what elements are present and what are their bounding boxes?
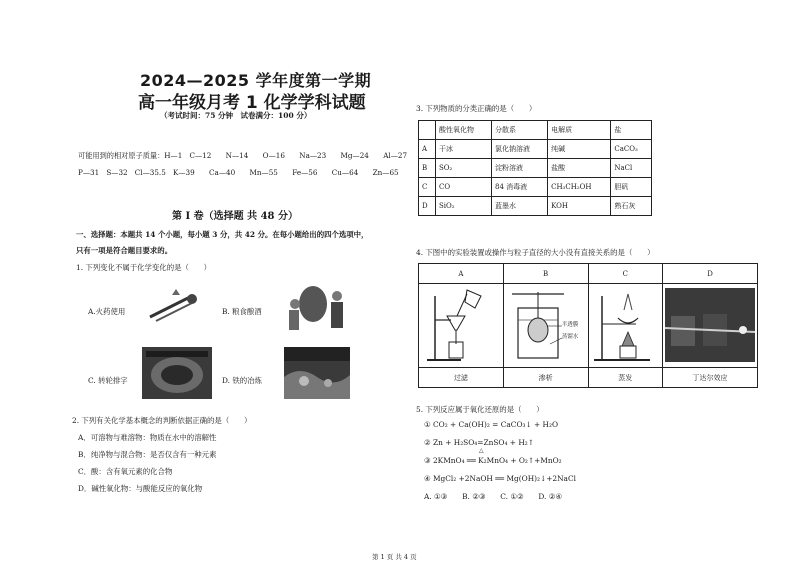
table-header-cell: 盐 — [611, 121, 652, 140]
table-cell: 84 消毒液 — [492, 178, 548, 197]
table-cell: 氯化钠溶液 — [492, 140, 548, 159]
q4-apparatus-table — [418, 263, 758, 388]
exam-note: （考试时间：75 分钟 试卷满分：100 分） — [160, 111, 312, 120]
section-title: 第 I 卷（选择题 共 48 分） — [172, 211, 299, 222]
q5-reaction-1: ① CO₂ + Ca(OH)₂ = CaCO₃↓ + H₂O — [424, 420, 559, 429]
table-cell: KOH — [548, 197, 611, 216]
q3-stem: 3. 下列物质的分类正确的是（ ） — [416, 104, 537, 113]
q1-stem: 1. 下列变化不属于化学变化的是（ ） — [76, 263, 212, 272]
table-row — [419, 197, 652, 216]
q1-image-brewing — [283, 282, 353, 332]
q4-photo-tyndall — [663, 284, 758, 368]
table-cell: NaCl — [611, 159, 652, 178]
table-cell: 淀粉溶液 — [492, 159, 548, 178]
table-row — [419, 178, 652, 197]
q4-caption: 过滤 — [419, 368, 504, 388]
table-cell: B — [419, 159, 436, 178]
q4-letter: B — [503, 264, 588, 284]
table-cell: CaCO₃ — [611, 140, 652, 159]
q4-diagram-evaporation — [588, 284, 663, 368]
q2-option-d: D．碱性氧化物：与酸能反应的氧化物 — [78, 484, 203, 493]
q4-caption: 丁达尔效应 — [663, 368, 758, 388]
q2-option-a: A．可溶物与难溶物：物质在水中的溶解性 — [78, 433, 217, 442]
table-row — [419, 159, 652, 178]
q2-option-c: C．酸：含有氧元素的化合物 — [78, 467, 173, 476]
q5-reaction-2: ② Zn + H₂SO₄=ZnSO₄ + H₂↑ — [424, 438, 534, 447]
q4-diagram-filtration — [419, 284, 504, 368]
table-cell: A — [419, 140, 436, 159]
table-row — [419, 284, 758, 368]
q4-stem: 4. 下图中的实验装置或操作与粒子直径的大小没有直接关系的是（ ） — [416, 248, 655, 257]
table-row — [419, 140, 652, 159]
q5-answer-options: A. ①③ B. ②③ C. ①② D. ②④ — [424, 492, 562, 501]
table-cell: 纯碱 — [548, 140, 611, 159]
exam-title-line2: 高一年级月考 1 化学学科试题 — [138, 93, 366, 113]
table-cell: 蓝墨水 — [492, 197, 548, 216]
label-distilled-water: 蒸馏水 — [561, 334, 579, 340]
q2-stem: 2. 下列有关化学基本概念的判断依据正确的是（ ） — [72, 416, 252, 425]
q1-option-d: D. 铁的冶炼 — [222, 376, 262, 385]
q1-option-b: B. 粮食酿酒 — [222, 307, 262, 316]
table-cell: CH₃CH₂OH — [548, 178, 611, 197]
q5-reaction-4: ④ MgCl₂ +2NaOH ══ Mg(OH)₂↓+2NaCl — [424, 474, 576, 483]
table-header-cell: 分散系 — [492, 121, 548, 140]
q4-caption: 渗析 — [503, 368, 588, 388]
q1-image-iron-smelting — [284, 347, 350, 399]
q5-heat-mark: △ — [479, 447, 484, 454]
q4-caption: 蒸发 — [588, 368, 663, 388]
table-cell: SO₂ — [436, 159, 492, 178]
q5-stem: 5. 下列反应属于氧化还原的是（ ） — [416, 405, 544, 414]
q1-image-gunpowder — [142, 287, 202, 327]
table-row — [419, 368, 758, 388]
table-header-cell: 电解质 — [548, 121, 611, 140]
page-number: 第 1 页 共 4 页 — [372, 553, 417, 561]
table-cell: 干冰 — [436, 140, 492, 159]
q1-option-c: C. 转轮排字 — [88, 376, 128, 385]
label-semipermeable-membrane: 半透膜 — [561, 322, 579, 328]
table-header-cell: 酸性氧化物 — [436, 121, 492, 140]
q2-option-b: B．纯净物与混合物：是否仅含有一种元素 — [78, 450, 217, 459]
table-header-row — [419, 121, 652, 140]
exam-title-line1: 2024—2025 学年度第一学期 — [140, 71, 372, 90]
q5-reaction-3: ③ 2KMnO₄ ══ K₂MnO₄ + O₂↑+MnO₂ — [424, 456, 562, 465]
q1-image-typesetting — [142, 347, 212, 399]
table-cell: CO — [436, 178, 492, 197]
q4-letter: A — [419, 264, 504, 284]
table-header-row — [419, 264, 758, 284]
q3-classification-table — [418, 120, 652, 216]
table-cell: C — [419, 178, 436, 197]
q1-option-a: A.火药使用 — [88, 307, 126, 316]
atomic-mass-line2: P—31 S—32 Cl—35.5 K—39 Ca—40 Mn—55 Fe—56 Cu—64 Zn—65 — [78, 168, 399, 177]
section-instruction-2: 只有一项是符合题目要求的。 — [76, 246, 173, 255]
q4-letter: C — [588, 264, 663, 284]
q4-letter: D — [663, 264, 758, 284]
section-instruction-1: 一、选择题：本题共 14 个小题，每小题 3 分，共 42 分。在每小题给出的四个选项中， — [76, 230, 369, 239]
table-cell: D — [419, 197, 436, 216]
q4-diagram-dialysis — [503, 284, 588, 368]
table-header-cell — [419, 121, 436, 140]
table-cell: 盐酸 — [548, 159, 611, 178]
table-cell: 熟石灰 — [611, 197, 652, 216]
table-cell: SiO₂ — [436, 197, 492, 216]
table-cell: 胆矾 — [611, 178, 652, 197]
atomic-mass-line1: 可能用到的相对原子质量：H—1 C—12 N—14 O—16 Na—23 Mg—24 Al—27 — [78, 151, 408, 160]
